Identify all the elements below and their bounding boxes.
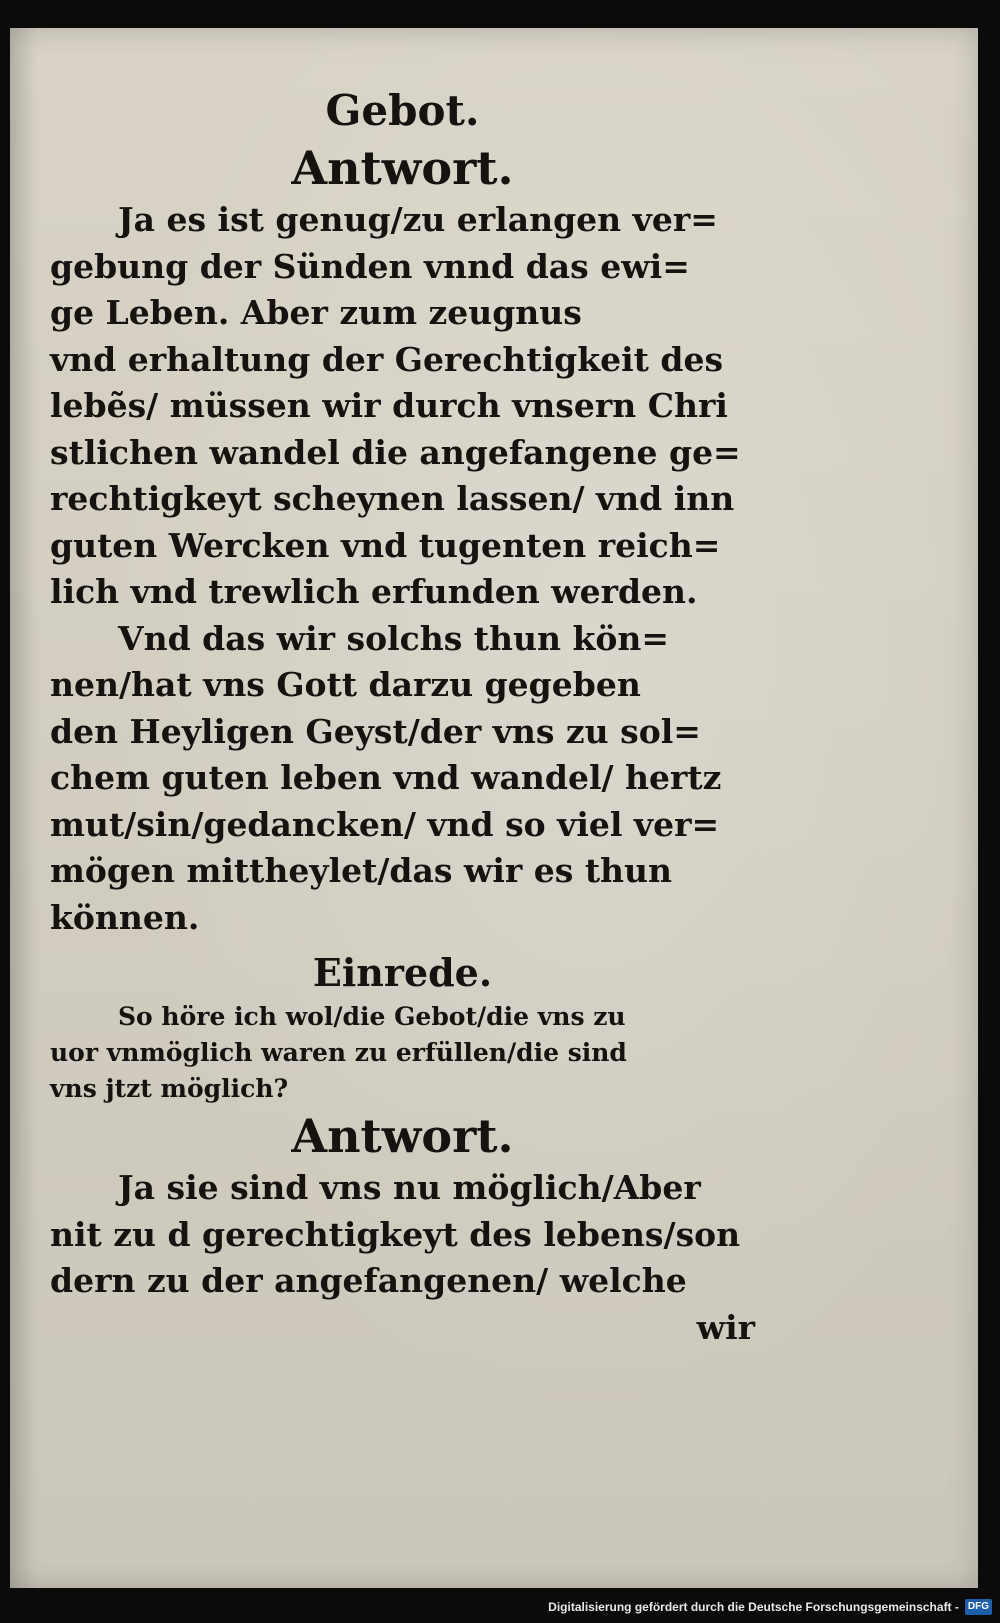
dfg-logo: DFG xyxy=(965,1599,992,1615)
heading-answer-2: Antwort. xyxy=(291,1109,514,1163)
text-line: guten Wercken vnd tugenten reich= xyxy=(50,525,721,565)
text-line: ge Leben. Aber zum zeugnus xyxy=(50,293,582,332)
heading-objection: Einrede. xyxy=(312,950,493,995)
text-line: lebẽs/ müssen wir durch vnsern Chri xyxy=(50,386,728,425)
page-text xyxy=(50,83,755,1351)
text-line: stlichen wandel die angefangene ge= xyxy=(50,432,741,472)
text-line: den Heyligen Geyst/der vns zu sol= xyxy=(50,711,701,751)
text-line: dern zu der angefangenen/ welche xyxy=(50,1261,687,1300)
text-line: gebung der Sünden vnnd das ewi= xyxy=(50,246,690,286)
paragraph-holy-spirit xyxy=(50,616,755,942)
catchword: wir xyxy=(696,1307,755,1347)
text-line: können. xyxy=(50,897,200,937)
digitization-credit xyxy=(548,1595,992,1619)
paragraph-objection xyxy=(50,999,755,1107)
text-line: So höre ich wol/die Gebot/die vns zu xyxy=(118,1002,626,1031)
book-page xyxy=(10,28,978,1588)
credit-text: Digitalisierung gefördert durch die Deutsche Forschungsgemeinschaft - xyxy=(548,1600,959,1614)
text-line: mögen mittheylet/das wir es thun xyxy=(50,851,673,890)
text-line: rechtigkeyt scheynen lassen/ vnd inn xyxy=(50,479,735,518)
text-line: nit zu d gerechtigkeyt des lebens/son xyxy=(50,1214,741,1254)
text-line: vnd erhaltung der Gerechtigkeit des xyxy=(50,339,724,379)
heading-answer-1: Antwort. xyxy=(291,141,514,195)
text-line: vns jtzt möglich? xyxy=(50,1074,289,1103)
text-line: chem guten leben vnd wandel/ hertz xyxy=(50,758,722,797)
text-line: Ja es ist genug/zu erlangen ver= xyxy=(118,200,718,239)
text-line: uor vnmöglich waren zu erfüllen/die sind xyxy=(50,1038,627,1067)
text-line: lich vnd trewlich erfunden werden. xyxy=(50,572,698,611)
text-line: Ja sie sind vns nu möglich/Aber xyxy=(118,1168,701,1207)
text-line: Vnd das wir solchs thun kön= xyxy=(118,618,670,658)
text-line: mut/sin/gedancken/ vnd so viel ver= xyxy=(50,804,720,844)
text-line: nen/hat vns Gott darzu gegeben xyxy=(50,665,641,704)
paragraph-answer-1 xyxy=(50,197,755,616)
paragraph-answer-2 xyxy=(50,1165,755,1351)
running-head: Gebot. xyxy=(325,86,480,135)
